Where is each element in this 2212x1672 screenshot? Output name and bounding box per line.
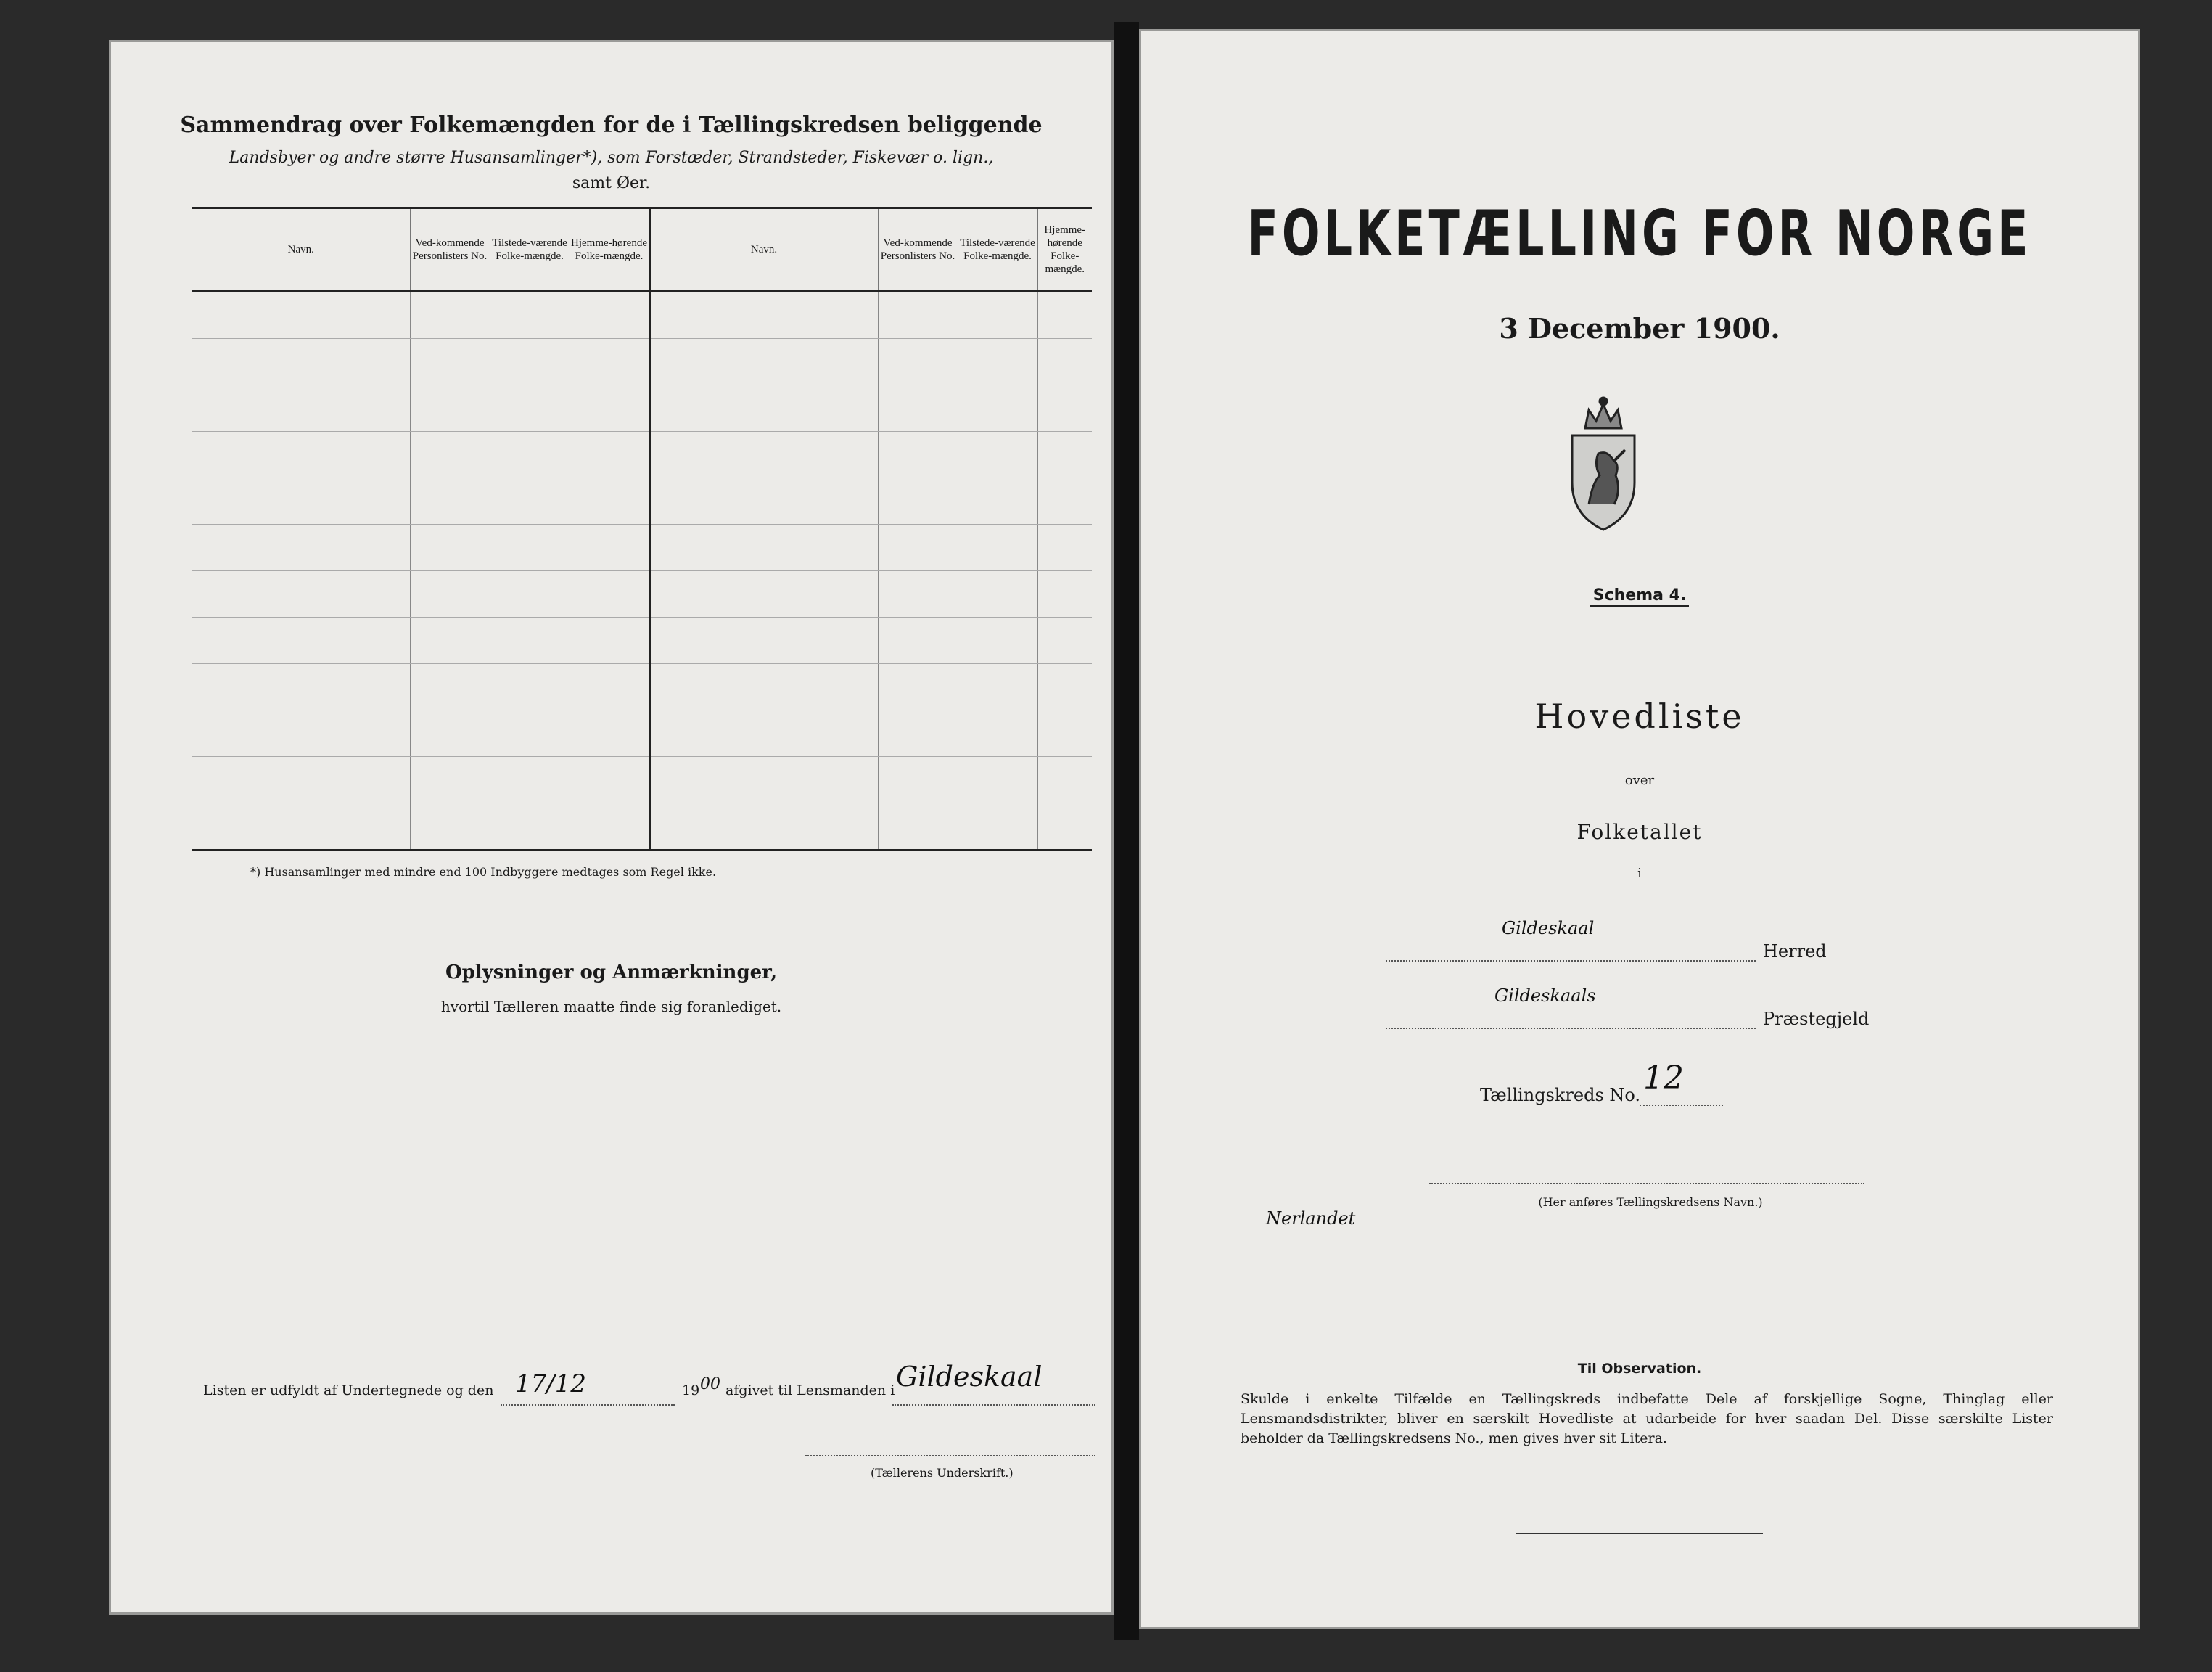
table-cell — [570, 803, 649, 851]
col-header: Ved-kommende Personlisters No. — [878, 208, 958, 292]
table-cell — [192, 571, 410, 618]
table-cell — [192, 618, 410, 664]
table-cell — [410, 664, 490, 710]
table-cell — [570, 339, 649, 385]
signature-date: 17/12 — [515, 1369, 586, 1398]
signature-text-3: afgivet til Lensmanden i — [725, 1382, 895, 1398]
table-cell — [490, 432, 570, 478]
i-label: i — [1637, 866, 1642, 881]
table-cell — [192, 664, 410, 710]
table-cell — [1037, 385, 1092, 432]
table-row — [192, 525, 1092, 571]
herred-dotline — [1386, 960, 1756, 962]
signature-text-2: 19 — [682, 1382, 700, 1398]
table-cell — [1037, 803, 1092, 851]
divider — [1516, 1533, 1763, 1534]
table-cell — [958, 525, 1037, 571]
col-header: Navn. — [649, 208, 878, 292]
table-cell — [649, 478, 878, 525]
table-cell — [410, 618, 490, 664]
table-cell — [490, 618, 570, 664]
list-title: Hovedliste — [1534, 697, 1745, 736]
table-cell — [490, 385, 570, 432]
table-cell — [958, 385, 1037, 432]
schema-label — [1139, 586, 2140, 605]
table-cell — [878, 571, 958, 618]
col-header: Ved-kommende Personlisters No. — [410, 208, 490, 292]
table-cell — [878, 339, 958, 385]
footnote: *) Husansamlinger med mindre end 100 Indbyggere medtages som Regel ikke. — [250, 865, 717, 879]
table-cell — [570, 432, 649, 478]
table-cell — [958, 478, 1037, 525]
table-cell — [958, 757, 1037, 803]
table-cell — [192, 803, 410, 851]
signature-place: Gildeskaal — [896, 1361, 1043, 1393]
remarks-subtitle: hvortil Tælleren maatte finde sig foranlediget. — [440, 998, 782, 1015]
table-cell — [410, 803, 490, 851]
table-cell — [1037, 525, 1092, 571]
right-page — [1139, 29, 2140, 1629]
table-cell — [192, 757, 410, 803]
table-cell — [192, 525, 410, 571]
table-cell — [1037, 618, 1092, 664]
table-cell — [490, 757, 570, 803]
folketallet-label: Folketallet — [1576, 820, 1703, 844]
table-cell — [1037, 757, 1092, 803]
table-header-row — [192, 208, 1092, 292]
table-cell — [570, 385, 649, 432]
col-header: Navn. — [192, 208, 410, 292]
census-date: 3 December 1900. — [1499, 312, 1780, 345]
col-header: Hjemme-hørende Folke-mængde. — [570, 208, 649, 292]
summary-title: Sammendrag over Folkemængden for de i Tællingskredsen beliggende — [180, 112, 1043, 138]
table-cell — [570, 571, 649, 618]
table-cell — [490, 478, 570, 525]
table-cell — [649, 664, 878, 710]
date-dotline — [501, 1404, 675, 1406]
kreds-dotline — [1640, 1105, 1723, 1106]
observation-title: Til Observation. — [1577, 1361, 1702, 1377]
table-cell — [410, 571, 490, 618]
norway-lion-coat-of-arms-icon — [1563, 396, 1643, 533]
table-cell — [958, 803, 1037, 851]
table-cell — [1037, 339, 1092, 385]
table-row — [192, 339, 1092, 385]
table-cell — [958, 432, 1037, 478]
table-cell — [490, 803, 570, 851]
prestegjeld-label: Præstegjeld — [1763, 1009, 1870, 1029]
prestegjeld-value: Gildeskaals — [1494, 985, 1596, 1006]
table-cell — [410, 339, 490, 385]
table-cell — [878, 478, 958, 525]
col-header: Tilstede-værende Folke-mængde. — [490, 208, 570, 292]
table-cell — [649, 571, 878, 618]
summary-subtitle: Landsbyer og andre større Husansamlinger*), som Forstæder, Strandsteder, Fiskevær o. lign., — [229, 149, 994, 167]
table-cell — [410, 432, 490, 478]
table-cell — [410, 710, 490, 757]
table-cell — [878, 803, 958, 851]
table-cell — [410, 525, 490, 571]
table-cell — [192, 292, 410, 339]
kreds-caption: (Her anføres Tællingskredsens Navn.) — [1538, 1195, 1763, 1209]
table-cell — [410, 757, 490, 803]
table-cell — [570, 478, 649, 525]
table-cell — [649, 292, 878, 339]
table-cell — [958, 571, 1037, 618]
table-row — [192, 292, 1092, 339]
table-row — [192, 478, 1092, 525]
table-cell — [570, 664, 649, 710]
table-cell — [490, 710, 570, 757]
remarks-title: Oplysninger og Anmærkninger, — [445, 962, 778, 983]
signature-text-1: Listen er udfyldt af Undertegnede og den — [203, 1382, 494, 1398]
table-cell — [878, 618, 958, 664]
left-page — [109, 40, 1114, 1615]
table-cell — [192, 339, 410, 385]
signature-year: 00 — [700, 1375, 720, 1393]
table-cell — [490, 339, 570, 385]
table-cell — [490, 664, 570, 710]
table-cell — [490, 525, 570, 571]
book-spine — [1114, 22, 1139, 1640]
table-cell — [570, 757, 649, 803]
table-cell — [570, 525, 649, 571]
table-body — [192, 292, 1092, 851]
table-cell — [958, 664, 1037, 710]
census-title: FOLKETÆLLING FOR NORGE — [1247, 196, 2032, 271]
summary-table — [192, 207, 1092, 851]
col-header: Hjemme-hørende Folke-mængde. — [1037, 208, 1092, 292]
table-cell — [192, 432, 410, 478]
table-cell — [649, 525, 878, 571]
table-cell — [649, 757, 878, 803]
table-cell — [878, 432, 958, 478]
table-cell — [649, 618, 878, 664]
prestegjeld-dotline — [1386, 1028, 1756, 1029]
table-cell — [410, 385, 490, 432]
summary-subtitle-2: samt Øer. — [572, 174, 651, 192]
herred-label: Herred — [1763, 941, 1827, 962]
table-cell — [490, 292, 570, 339]
table-cell — [410, 478, 490, 525]
table-cell — [570, 618, 649, 664]
table-cell — [490, 571, 570, 618]
table-cell — [878, 292, 958, 339]
table-cell — [1037, 292, 1092, 339]
table-row — [192, 385, 1092, 432]
table-cell — [1037, 710, 1092, 757]
table-row — [192, 664, 1092, 710]
table-cell — [192, 710, 410, 757]
place-dotline — [892, 1404, 1095, 1406]
table-cell — [192, 385, 410, 432]
table-cell — [878, 525, 958, 571]
table-cell — [570, 292, 649, 339]
schema-text: Schema 4. — [1590, 586, 1690, 607]
kreds-label: Tællingskreds No. — [1480, 1085, 1641, 1105]
table-cell — [649, 385, 878, 432]
table-row — [192, 757, 1092, 803]
table-cell — [878, 710, 958, 757]
table-cell — [649, 710, 878, 757]
kreds-name: Nerlandet — [1266, 1208, 1356, 1229]
table-cell — [649, 803, 878, 851]
table-row — [192, 618, 1092, 664]
table-cell — [410, 292, 490, 339]
table-cell — [192, 478, 410, 525]
herred-value: Gildeskaal — [1502, 918, 1595, 938]
table-row — [192, 432, 1092, 478]
table-cell — [1037, 432, 1092, 478]
table-cell — [958, 339, 1037, 385]
table-cell — [649, 432, 878, 478]
table-cell — [878, 385, 958, 432]
table-cell — [878, 664, 958, 710]
table-row — [192, 571, 1092, 618]
table-cell — [958, 710, 1037, 757]
table-row — [192, 803, 1092, 851]
kreds-name-dotline — [1429, 1183, 1864, 1184]
table-cell — [570, 710, 649, 757]
table-cell — [1037, 478, 1092, 525]
observation-text: Skulde i enkelte Tilfælde en Tællingskreds indbefatte Dele af forskjellige Sogne, Thinglag eller Lensmandsdistrikter, bliver en særskilt Hovedliste at udarbeide for hver saadan Del. Disse særskilte Lister beholder da Tællingskredsens No., men gives hver sit Litera. — [1241, 1391, 2053, 1446]
table-cell — [878, 757, 958, 803]
signature-caption: (Tællerens Underskrift.) — [871, 1466, 1014, 1480]
table-cell — [649, 339, 878, 385]
over-label: over — [1624, 773, 1655, 788]
kreds-number: 12 — [1643, 1060, 1684, 1097]
table-cell — [1037, 571, 1092, 618]
table-row — [192, 710, 1092, 757]
table-cell — [958, 292, 1037, 339]
table-cell — [1037, 664, 1092, 710]
col-header: Tilstede-værende Folke-mængde. — [958, 208, 1037, 292]
signature-dotline — [805, 1455, 1095, 1456]
table-cell — [958, 618, 1037, 664]
